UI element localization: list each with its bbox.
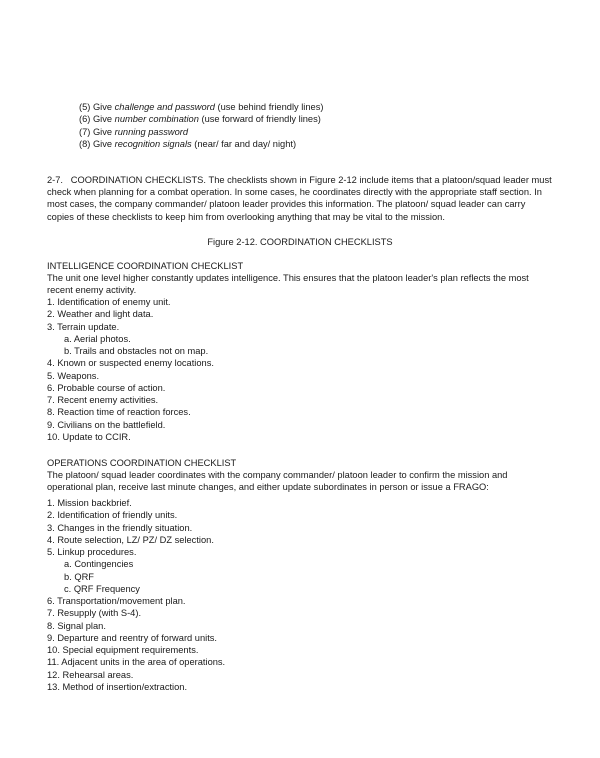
list-item: 12. Rehearsal areas. [47, 669, 134, 680]
list-item: 7. Resupply (with S-4). [47, 608, 142, 619]
list-item: 4. Known or suspected enemy locations. [47, 358, 214, 369]
list-subitem: b. Trails and obstacles not on map. [64, 346, 209, 356]
list-item: 8. Signal plan. [47, 620, 106, 631]
top-item-list [79, 101, 323, 150]
intel-heading: INTELLIGENCE COORDINATION CHECKLIST [47, 261, 244, 271]
list-item: (6) Give number combination (use forward of friendly lines) [79, 114, 321, 125]
list-item: (8) Give recognition signals (near/ far and day/ night) [79, 138, 297, 149]
list-item: 5. Weapons. [47, 370, 100, 381]
list-item: 10. Special equipment requirements. [47, 645, 199, 655]
intel-intro: The unit one level higher constantly updates intelligence. This ensures that the platoon leader's plan reflects the most recent enemy activity. [47, 273, 529, 296]
list-item: 9. Civilians on the battlefield. [47, 419, 166, 430]
list-item: 3. Terrain update. [47, 321, 120, 332]
list-subitem: a. Aerial photos. [64, 333, 131, 344]
ops-checklist [47, 497, 225, 693]
section-body: The checklists shown in Figure 2-12 include items that a platoon/squad leader must check when planning for a combat operation. In some cases, he coordinates directly with the appropriate staff section. In most cases, the company commander/ platoon leader provides this information. The platoon/ squad leader can carry copies of these checklists to keep him from overlooking anything that may be vital to the mission. [47, 175, 552, 222]
list-subitem: b. QRF [64, 571, 94, 582]
list-item: 1. Mission backbrief. [47, 498, 132, 508]
section-paragraph [47, 174, 552, 223]
list-item: 6. Transportation/movement plan. [47, 596, 186, 606]
list-item: 8. Reaction time of reaction forces. [47, 407, 191, 418]
ops-heading: OPERATIONS COORDINATION CHECKLIST [47, 458, 237, 468]
list-item: 7. Recent enemy activities. [47, 395, 159, 405]
intel-checklist [47, 296, 214, 443]
figure-caption: Figure 2-12. COORDINATION CHECKLISTS [207, 237, 393, 247]
list-item: 10. Update to CCIR. [47, 431, 131, 442]
list-item: 4. Route selection, LZ/ PZ/ DZ selection. [47, 534, 214, 545]
ops-intro: The platoon/ squad leader coordinates with the company commander/ platoon leader to confirm the mission and operational plan, receive last minute changes, and either update subordinates in person or issue a FRAGO: [47, 470, 508, 493]
list-item: 3. Changes in the friendly situation. [47, 522, 193, 533]
list-item: 13. Method of insertion/extraction. [47, 681, 188, 692]
list-item: 2. Weather and light data. [47, 309, 154, 320]
list-item: 11. Adjacent units in the area of operations. [47, 657, 226, 668]
list-item: 6. Probable course of action. [47, 382, 166, 393]
list-item: (5) Give challenge and password (use behind friendly lines) [79, 102, 324, 112]
section-title: COORDINATION CHECKLISTS. [70, 175, 206, 185]
list-item: 2. Identification of friendly units. [47, 510, 178, 521]
list-item: (7) Give running password [79, 126, 189, 137]
list-item: 9. Departure and reentry of forward units. [47, 632, 218, 643]
list-item: 1. Identification of enemy unit. [47, 297, 171, 307]
section-number: 2-7. [47, 175, 64, 185]
list-item: 5. Linkup procedures. [47, 547, 137, 557]
list-subitem: c. QRF Frequency [64, 583, 140, 594]
list-subitem: a. Contingencies [64, 559, 134, 570]
